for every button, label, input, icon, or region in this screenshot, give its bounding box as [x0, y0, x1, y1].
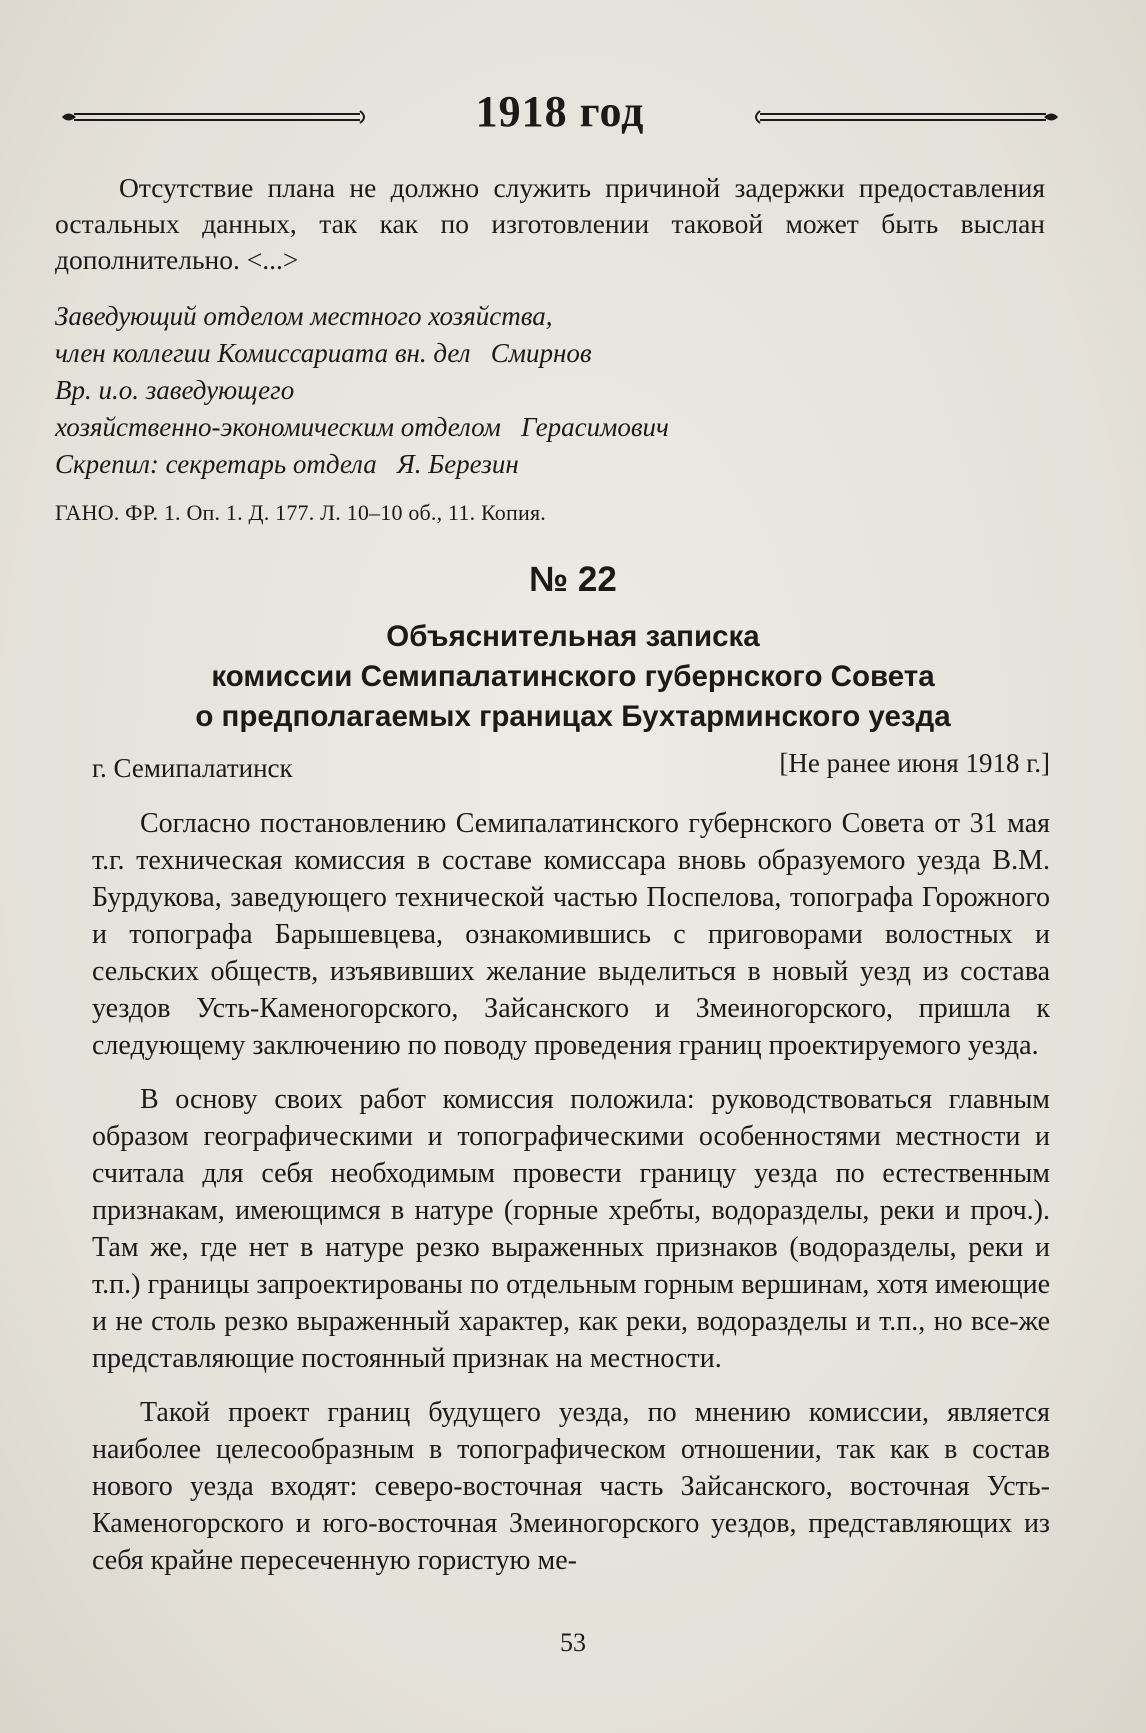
signature-line: Заведующий отделом местного хозяйства, [55, 301, 553, 331]
document-title-line: о предполагаемых границах Бухтарминского уезда [195, 700, 951, 733]
body-paragraph: В основу своих работ комиссия положила: руководствоваться главным образом географическими и топографическими особенностями местности и считала для себя необходимым провести границу уезда по естественным признакам, имеющимся в натуре (горные хребты, водоразделы, реки и проч.). Там же, где нет в натуре резко выраженных признаков (водоразделы, реки и т.п.) границы запроектированы по отдельным горным вершинам, хотя имеющие и не столь резко выраженный характер, как реки, водоразделы и т.п., но все-же представляющие постоянный признак на местности. [92, 1084, 1050, 1374]
intro-paragraph: Отсутствие плана не должно служить причиной задержки предоставления остальных данных, так как по изготовлении таковой может быть выслан дополнительно. <...> [55, 172, 1045, 275]
right-ornament-icon [750, 108, 1060, 126]
document-title-line: комиссии Семипалатинского губернского Совета [211, 660, 935, 693]
document-title-line: Объяснительная записка [386, 620, 760, 653]
document-title [0, 617, 1146, 737]
page-number: 53 [560, 1628, 586, 1657]
document-number: № 22 [529, 560, 617, 599]
intro-paragraph-block [55, 170, 1045, 278]
section-year-heading: 1918 год [475, 87, 645, 136]
document-body [92, 805, 1050, 1596]
archive-reference: ГАНО. ФР. 1. Оп. 1. Д. 177. Л. 10–10 об., 11. Копия. [55, 500, 546, 525]
signature-line: хозяйственно-экономическим отделом Герасимович [55, 412, 669, 442]
signature-line: Вр. и.о. заведующего [55, 375, 295, 405]
document-place: г. Семипалатинск [92, 753, 293, 783]
body-paragraph: Согласно постановлению Семипалатинского губернского Совета от 31 мая т.г. техническая комиссия в составе комиссара вновь образуемого уезда В.М. Бурдукова, заведующего технической частью Поспелова, топографа Горожного и топографа Барышевцева, ознакомившись с приговорами волостных и сельских обществ, изъявивших желание выделиться в новый уезд из состава уездов Усть-Каменогорского, Зайсанского и Змеиногорского, пришла к следующему заключению по поводу проведения границ проектируемого уезда. [92, 808, 1050, 1061]
body-paragraph: Такой проект границ будущего уезда, по мнению комиссии, является наиболее целесообразным в топографическом отношении, так как в состав нового уезда входят: северо-восточная часть Зайсанского, восточная Усть-Каменогорского и юго-восточная Змеиногорского уездов, представляющих из себя крайне пересеченную гористую ме- [92, 1397, 1050, 1576]
signature-line: член коллегии Комиссариата вн. дел Смирнов [55, 338, 592, 368]
running-header [60, 86, 1060, 146]
document-date: [Не ранее июня 1918 г.] [779, 748, 1050, 778]
signature-line: Скрепил: секретарь отдела Я. Березин [55, 449, 519, 479]
signatures-block [55, 298, 1045, 483]
